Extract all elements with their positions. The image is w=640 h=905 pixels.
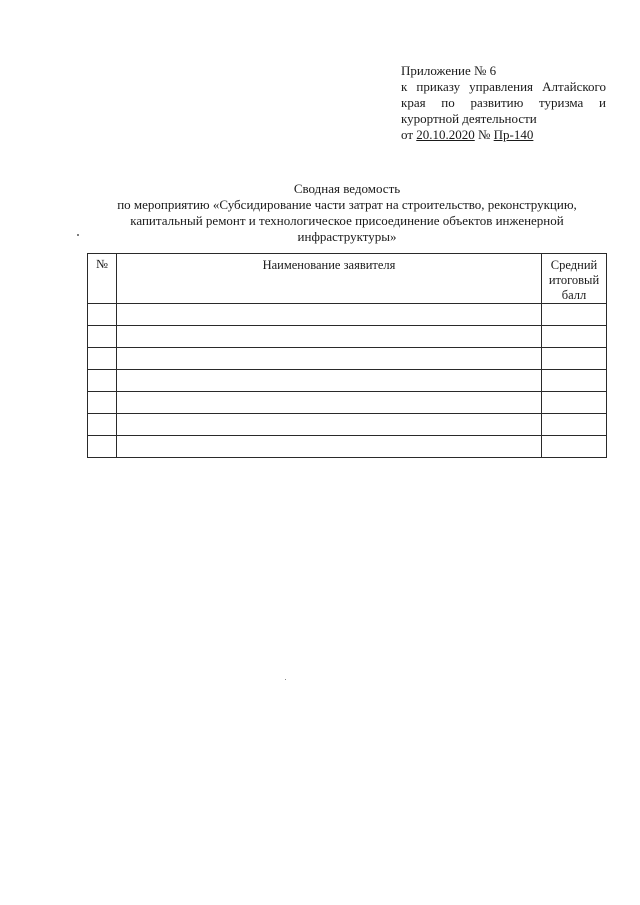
cell-applicant xyxy=(117,326,542,348)
annex-activity-line: курортной деятельности xyxy=(401,111,537,126)
cell-score xyxy=(542,304,607,326)
table-row xyxy=(88,348,607,370)
cell-applicant xyxy=(117,370,542,392)
summary-table xyxy=(87,253,607,458)
cell-score xyxy=(542,326,607,348)
cell-number xyxy=(88,304,117,326)
table-row xyxy=(88,414,607,436)
annex-date-line xyxy=(401,127,606,143)
cell-score xyxy=(542,348,607,370)
header-number: № xyxy=(88,254,117,304)
table-row xyxy=(88,436,607,458)
cell-applicant xyxy=(117,304,542,326)
cell-score xyxy=(542,436,607,458)
annex-department-line: края по развитию туризма и xyxy=(401,95,606,110)
heading-line-1: по мероприятию «Субсидирование части затрат на строительство, реконструкцию, xyxy=(117,197,577,212)
annex-title: Приложение № 6 xyxy=(401,63,497,78)
annex-number: Пр-140 xyxy=(493,127,534,142)
cell-applicant xyxy=(117,392,542,414)
annex-order-line: к приказу управления Алтайского xyxy=(401,79,606,94)
cell-number xyxy=(88,414,117,436)
cell-applicant xyxy=(117,414,542,436)
cell-score xyxy=(542,414,607,436)
cell-number xyxy=(88,392,117,414)
annex-block xyxy=(401,63,606,143)
annex-date: 20.10.2020 xyxy=(416,127,475,142)
cell-number xyxy=(88,370,117,392)
cell-score xyxy=(542,392,607,414)
heading-line-2: капитальный ремонт и технологическое присоединение объектов инженерной xyxy=(130,213,564,228)
annex-date-prefix: от xyxy=(401,127,414,142)
scan-speck-small xyxy=(285,679,286,680)
heading-line-3: инфраструктуры» xyxy=(297,229,397,244)
document-heading xyxy=(90,181,604,245)
cell-applicant xyxy=(117,436,542,458)
table-header-row xyxy=(88,254,607,304)
header-score: Средний итоговый балл xyxy=(542,254,607,304)
header-applicant: Наименование заявителя xyxy=(117,254,542,304)
cell-number xyxy=(88,436,117,458)
annex-number-sign: № xyxy=(478,127,491,142)
scan-speck xyxy=(77,234,79,236)
cell-number xyxy=(88,326,117,348)
cell-applicant xyxy=(117,348,542,370)
cell-score xyxy=(542,370,607,392)
table-row xyxy=(88,370,607,392)
table-row xyxy=(88,326,607,348)
document-title: Сводная ведомость xyxy=(293,181,401,196)
cell-number xyxy=(88,348,117,370)
table-row xyxy=(88,304,607,326)
table-row xyxy=(88,392,607,414)
